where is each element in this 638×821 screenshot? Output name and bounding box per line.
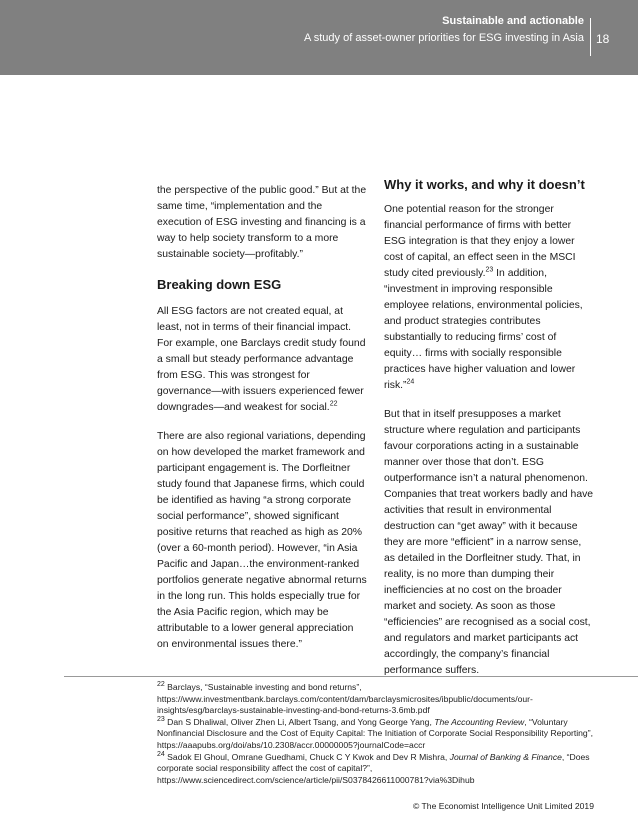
footnotes bbox=[157, 682, 597, 786]
footnote-22 bbox=[157, 682, 597, 717]
right-paragraph-1a: One potential reason for the stronger financial performance of firms with better ESG integration is that they enjoy a lower cost of capital, an effect seen in the MSCI study cited previously. bbox=[384, 204, 576, 279]
footnote-authors: Sadok El Ghoul, Omrane Guedhami, Chuck C Y Kwok and Dev R Mishra, bbox=[164, 751, 450, 762]
footnote-authors: Dan S Dhaliwal, Oliver Zhen Li, Albert Tsang, and Yong George Yang, bbox=[164, 716, 435, 727]
footnote-journal: Journal of Banking & Finance bbox=[449, 751, 562, 762]
left-paragraph-1: the perspective of the public good.” But at the same time, “implementation and the execution of ESG investing and financing is a way to help society transform to a more sustainable society—profitably.” bbox=[157, 185, 367, 260]
right-paragraph-1 bbox=[384, 202, 594, 394]
footnote-ref-23[interactable]: 23 bbox=[485, 266, 494, 274]
footnote-24 bbox=[157, 752, 597, 787]
footnote-ref-22[interactable]: 22 bbox=[329, 400, 338, 408]
footnote-ref-24[interactable]: 24 bbox=[406, 378, 415, 386]
footnote-divider bbox=[64, 676, 638, 677]
page-number: 18 bbox=[596, 32, 610, 46]
footnote-text[interactable]: , “Voluntary Nonfinancial Disclosure and the Cost of Equity Capital: The Initiation of Corporate Social Responsibility Reporting”, https://aaapubs.org/doi/abs/10.2308/accr.00000005?journalCode=accr bbox=[157, 716, 593, 750]
footnote-number: 24 bbox=[157, 750, 165, 758]
section-heading-breaking-down-esg: Breaking down ESG bbox=[157, 277, 282, 292]
report-title: Sustainable and actionable bbox=[442, 15, 584, 27]
footnote-number: 22 bbox=[157, 681, 165, 689]
left-column bbox=[157, 183, 367, 666]
header-text bbox=[304, 14, 584, 45]
left-paragraph-2 bbox=[157, 304, 367, 416]
footnote-text[interactable]: Barclays, “Sustainable investing and bond returns”, https://www.investmentbank.barclays.com/content/dam/barclaysmicrosites/ibpublic/documents/our-insights/esg/barclays-sustainable-investing-and-bond-returns-3.6mb.pdf bbox=[157, 682, 533, 716]
right-column bbox=[384, 177, 594, 692]
header-divider bbox=[590, 18, 591, 56]
right-paragraph-2: But that in itself presupposes a market structure where regulation and participants favour corporations acting in a sustainable manner over those that don’t. ESG outperformance isn’t a natural phenomenon. Companies that treat workers badly and have activities that result in environmental destruction can “get away” with it because they are more “efficient” in a narrow sense, as detailed in the Dorfleitner study. That, in reality, is no more than dumping their inefficiencies at no cost on the broader market and society. As soon as those “efficiencies” are recognised as a social cost, and regulators and market participants act accordingly, the company’s financial performance suffers. bbox=[384, 409, 594, 676]
footnote-text[interactable]: , “Does corporate social responsibility affect the cost of capital?”, https://www.sciencedirect.com/science/article/pii/S0378426611000781?via%3Dihub bbox=[157, 751, 590, 785]
left-paragraph-2-text: All ESG factors are not created equal, at least, not in terms of their financial impact. For example, one Barclays credit study found a small but steady performance advantage from ESG. This was strongest for governance—with issuers experienced fewer downgrades—and weakest for social. bbox=[157, 306, 366, 413]
right-paragraph-1b: In addition, “investment in improving responsible employee relations, environmental policies, and product strategies contributes substantially to reducing firms’ cost of equity… firms with socially responsible practices have higher valuation and lower risk.” bbox=[384, 268, 583, 391]
report-subtitle: A study of asset-owner priorities for ESG investing in Asia bbox=[303, 32, 584, 44]
footnote-23 bbox=[157, 717, 597, 752]
footnote-number: 23 bbox=[157, 715, 165, 723]
footnote-journal: The Accounting Review bbox=[434, 716, 525, 727]
page-header bbox=[0, 0, 638, 75]
left-paragraph-3: There are also regional variations, depending on how developed the market framework and participant engagement is. The Dorfleitner study found that Japanese firms, which could be identified as having “a strong corporate social performance”, showed significant positive returns that reached as high as 20% (over a 60-month period). However, “in Asia Pacific and Japan…the environment-ranked portfolios generate negative abnormal returns in the long run. This holds especially true for the Asia Pacific region, which may be attributable to a lower general appreciation on environmental issues there.” bbox=[157, 431, 367, 650]
section-heading-why-it-works: Why it works, and why it doesn’t bbox=[384, 177, 585, 192]
copyright-notice: © The Economist Intelligence Unit Limited 2019 bbox=[412, 801, 594, 811]
